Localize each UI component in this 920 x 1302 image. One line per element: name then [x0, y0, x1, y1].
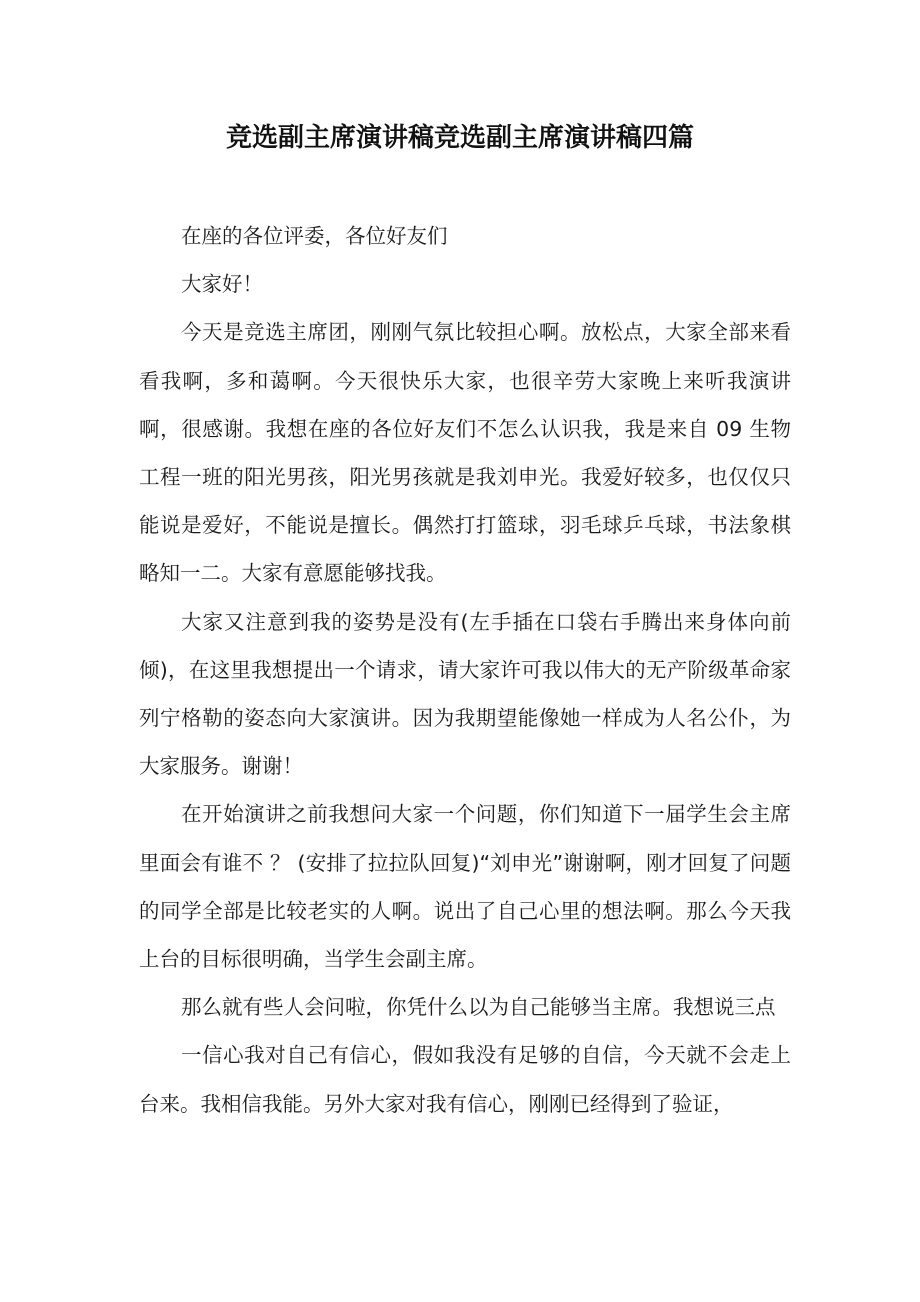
paragraph-self-introduction: 今天是竞选主席团，刚刚气氛比较担心啊。放松点，大家全部来看看我啊，多和蔼啊。今天很快乐大家，也很辛劳大家晚上来听我演讲啊，很感谢。我想在座的各位好友们不怎么认识我，我是来自 09 生物工程一班的阳光男孩，阳光男孩就是我刘申光。我爱好较多，也仅仅只能说是爱好，不能说是擅长。偶然打打篮球，羽毛球乒乓球，书法象棋略知一二。大家有意愿能够找我。 [139, 320, 791, 586]
document-title: 竞选副主席演讲稿竞选副主席演讲稿四篇 [225, 123, 694, 153]
paragraph-confidence: 一信心我对自己有信心，假如我没有足够的自信，今天就不会走上台来。我相信我能。另外大家对我有信心，刚刚已经得到了验证， [139, 1043, 791, 1116]
paragraph-greeting-everyone: 大家好！ [181, 272, 263, 297]
document-body [139, 212, 791, 1128]
paragraph-question: 在开始演讲之前我想问大家一个问题，你们知道下一届学生会主席里面会有谁不 ？ (安排了拉拉队回复)“刘申光”谢谢啊，刚才回复了问题的同学全部是比较老实的人啊。说出了自己心里的想法啊。那么今天我上台的目标很明确，当学生会副主席。 [139, 802, 791, 972]
paragraph-greeting-judges: 在座的各位评委，各位好友们 [181, 224, 448, 248]
paragraph-three-points: 那么就有些人会问啦，你凭什么以为自己能够当主席。我想说三点 [181, 995, 776, 1020]
paragraph-posture-request: 大家又注意到我的姿势是没有(左手插在口袋右手腾出来身体向前倾)，在这里我想提出一个请求，请大家许可我以伟大的无产阶级革命家列宁格勒的姿态向大家演讲。因为我期望能像她一样成为人名公仆，为大家服务。谢谢！ [139, 609, 791, 779]
